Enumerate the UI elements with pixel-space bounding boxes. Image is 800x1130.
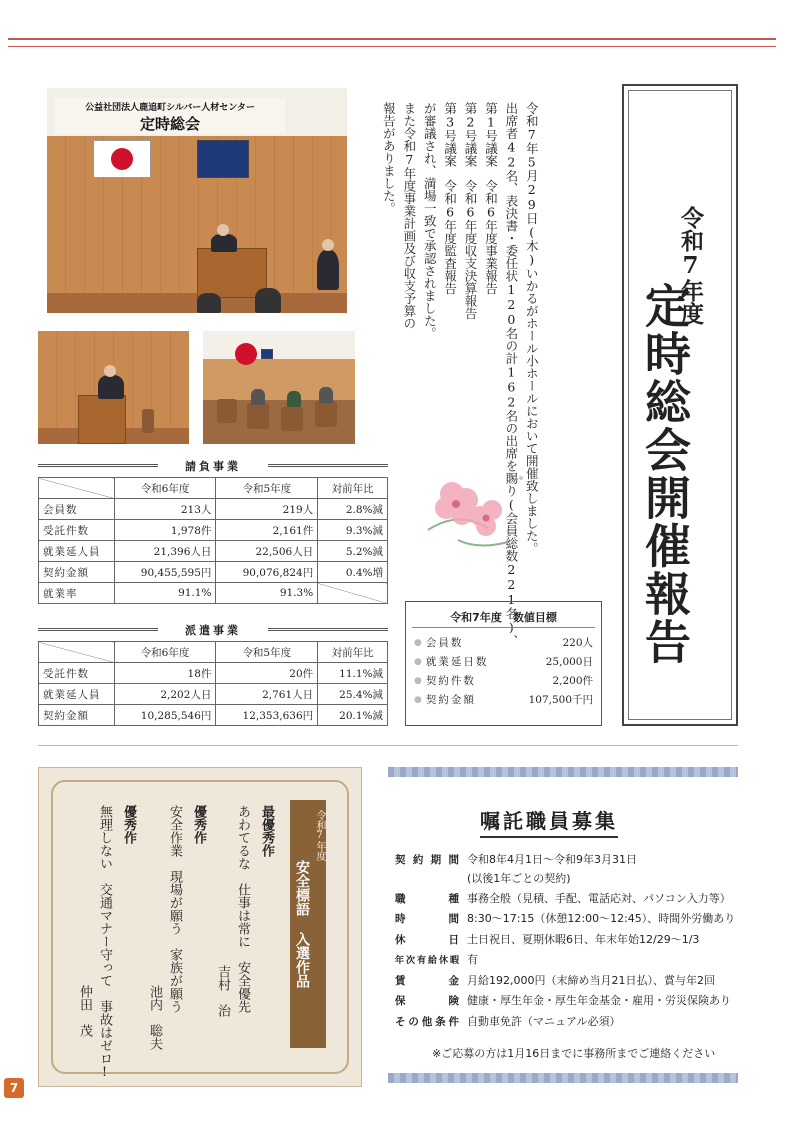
title-box — [622, 84, 738, 726]
recruit-row: 保険 健康・厚生年金・厚生年金基金・雇用・労災保険あり — [395, 994, 731, 1007]
col-header: 対前年比 — [318, 642, 388, 663]
recruit-note: ※ご応募の方は1月16日までに事務所までご連絡ください — [432, 1047, 716, 1060]
stage-banner — [55, 98, 285, 134]
table-row: 契約金額 90,455,595円 90,076,824円 0.4%増 — [39, 562, 388, 583]
report-line: 出席者42名、表決書・委任状120名の計162名の出席を賜り(会員総数221名)、 — [503, 102, 519, 647]
contract-table-title: 請負事業 — [38, 458, 388, 470]
table-row: 受託件数 1,978件 2,161件 9.3%減 — [39, 520, 388, 541]
recruit-row: 賃金 月給192,000円（末締め当月21日払）、賞与年2回 — [395, 974, 715, 987]
section-divider — [38, 745, 738, 746]
col-header: 令和6年度 — [114, 478, 216, 499]
table-row: 受託件数 18件 20件 11.1%減 — [39, 663, 388, 684]
targets-title: 令和7年度 数値目標 — [412, 602, 595, 628]
target-row: ● 就業延日数 25,000日 — [414, 656, 593, 668]
recruit-row: その他条件 自動車免許（マニュアル必須） — [395, 1015, 621, 1028]
bullet-icon: ● — [414, 675, 422, 686]
table-row: 就業率 91.1% 91.3% — [39, 583, 388, 604]
stripe-bottom — [388, 1073, 738, 1083]
recruit-row: 時間 8:30～17:15（休憩12:00～12:45）、時間外労働あり — [395, 912, 736, 925]
japan-flag — [93, 140, 151, 178]
top-rule — [8, 38, 776, 40]
slogans-tag-title: 安全標語 入選作品 — [294, 860, 310, 988]
title-main: 定時総会開催報告 — [638, 282, 692, 666]
table-header-row — [39, 478, 388, 499]
banner-org: 公益社団法人鹿追町シルバー人材センター — [85, 103, 255, 113]
table-row: 就業延人員 2,202人日 2,761人日 25.4%減 — [39, 684, 388, 705]
dispatch-table — [38, 641, 388, 726]
flower-decoration — [418, 470, 528, 566]
title-sub: 令和7年度 — [677, 206, 704, 325]
table-row: 会員数 213人 219人 2.8%減 — [39, 499, 388, 520]
table-row: 就業延人員 21,396人日 22,506人日 5.2%減 — [39, 541, 388, 562]
table-header-row — [39, 642, 388, 663]
slogan-text: あわてるな 仕事は常に 安全優先 — [235, 805, 250, 1013]
targets-box — [405, 601, 602, 726]
recruit-row: 契約期間 令和8年4月1日～令和9年3月31日 — [395, 853, 637, 866]
col-header: 対前年比 — [318, 478, 388, 499]
town-flag — [197, 140, 249, 178]
target-row: ● 会員数 220人 — [414, 637, 593, 649]
recruit-title: 嘱託職員募集 — [480, 805, 618, 838]
banner-event: 定時総会 — [139, 115, 200, 133]
slogan-award: 優秀作 — [121, 805, 136, 844]
report-line: 第3号議案 令和6年度監査報告 — [442, 102, 458, 295]
recruit-row: (以後1年ごとの契約) — [467, 872, 571, 885]
report-line: 報告がありました。 — [381, 102, 397, 215]
report-line: 令和7年5月29日(木)いかるがホール小ホールにおいて開催致しました。 — [524, 102, 540, 555]
page-number: 7 — [4, 1078, 24, 1098]
slogans-tag — [290, 800, 326, 1048]
target-row: ● 契約件数 2,200件 — [414, 675, 593, 687]
slogan-text: 安全作業 現場が願う 家族が願う — [167, 805, 182, 1013]
report-line: 第2号議案 令和6年度収支決算報告 — [463, 102, 479, 320]
slogan-author: 仲田 茂 — [77, 985, 92, 1037]
contract-table — [38, 477, 388, 604]
report-line: 第1号議案 令和6年度事業報告 — [483, 102, 499, 295]
report-line: が審議され、満場一致で承認されました。 — [422, 102, 438, 340]
target-row: ● 契約金額 107,500千円 — [414, 694, 593, 706]
bullet-icon: ● — [414, 637, 422, 648]
recruit-row: 年次有給休暇 有 — [395, 953, 478, 966]
recruit-row: 職種 事務全般（見積、手配、電話応対、パソコン入力等） — [395, 892, 731, 905]
slogan-award: 優秀作 — [191, 805, 206, 844]
slogan-author: 吉村 治 — [215, 965, 230, 1017]
photo-audience — [203, 331, 355, 444]
col-header: 令和5年度 — [216, 642, 318, 663]
dispatch-table-title: 派遣事業 — [38, 622, 388, 634]
top-rule-thin — [8, 46, 776, 47]
bullet-icon: ● — [414, 656, 422, 667]
slogan-award: 最優秀作 — [259, 805, 274, 857]
slogan-author: 池内 聡夫 — [147, 985, 162, 1050]
col-header: 令和6年度 — [114, 642, 216, 663]
slogans-tag-year: 令和7年度 — [314, 810, 325, 861]
photo-speaker — [38, 331, 189, 444]
stripe-top — [388, 767, 738, 777]
col-header: 令和5年度 — [216, 478, 318, 499]
photo-stage — [47, 88, 347, 313]
table-row: 契約金額 10,285,546円 12,353,636円 20.1%減 — [39, 705, 388, 726]
recruit-row: 休日 土日祝日、夏期休暇6日、年末年始12/29～1/3 — [395, 933, 700, 946]
slogan-text: 無理しない 交通マナー守って 事故はゼロ! — [97, 805, 112, 1080]
bullet-icon: ● — [414, 694, 422, 705]
report-line: また令和7年度事業計画及び収支予算の — [401, 102, 417, 330]
